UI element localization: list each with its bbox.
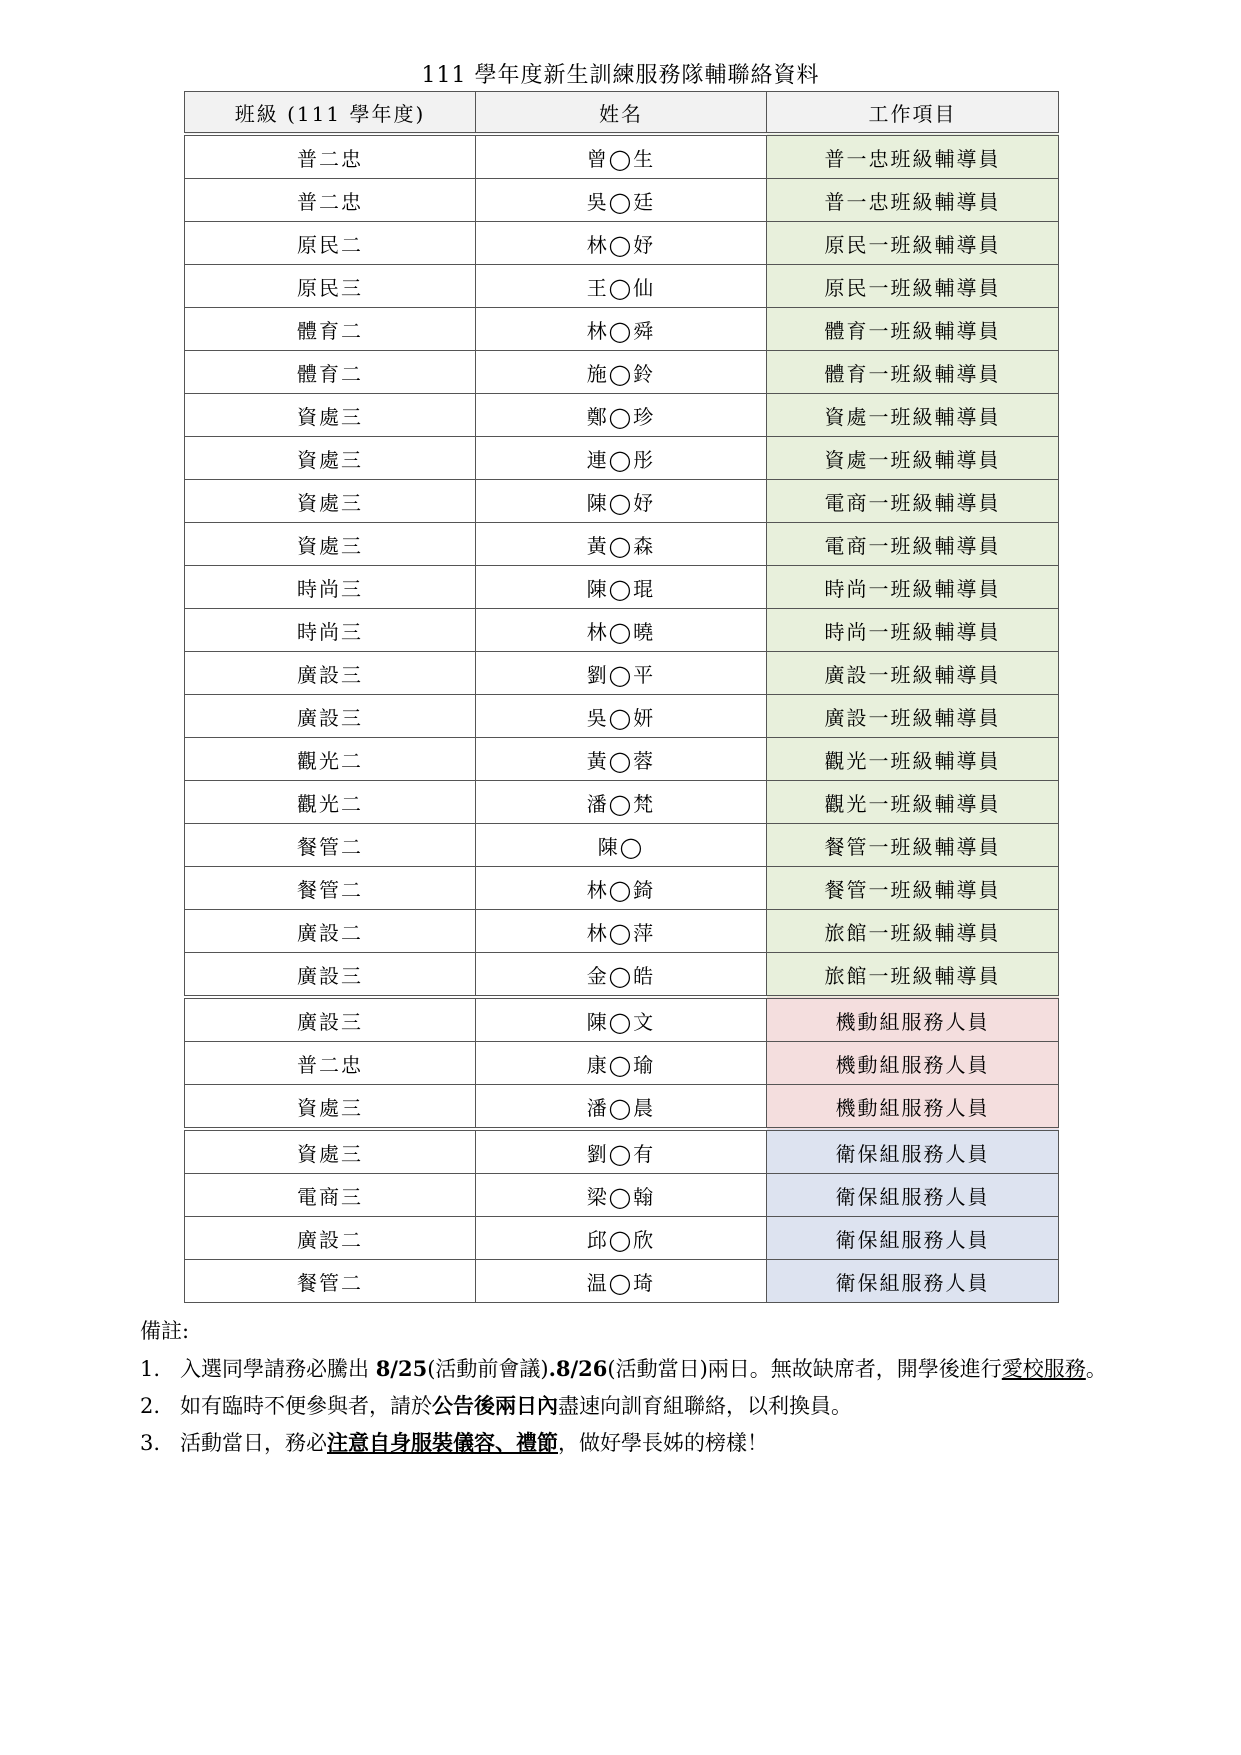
cell-class: 時尚三	[185, 609, 476, 652]
cell-class: 資處三	[185, 480, 476, 523]
table-row	[185, 566, 1059, 609]
note-text: 愛校服務	[1001, 1357, 1086, 1381]
cell-class: 廣設二	[185, 1217, 476, 1260]
note-text-run: 盡速向訓育組聯絡，以利換員。	[558, 1394, 852, 1418]
table-row	[185, 480, 1059, 523]
cell-name: 鄭◯珍	[476, 394, 767, 437]
cell-class: 資處三	[185, 1085, 476, 1130]
cell-name: 潘◯梵	[476, 781, 767, 824]
note-text-run: 活動當日，務必	[180, 1431, 327, 1455]
table-row	[185, 179, 1059, 222]
cell-name: 陳◯妤	[476, 480, 767, 523]
table-row	[185, 781, 1059, 824]
cell-job: 原民一班級輔導員	[767, 222, 1059, 265]
cell-name: 黃◯森	[476, 523, 767, 566]
cell-name: 邱◯欣	[476, 1217, 767, 1260]
cell-class: 體育二	[185, 308, 476, 351]
cell-name: 林◯曉	[476, 609, 767, 652]
table-row	[185, 997, 1059, 1042]
cell-class: 資處三	[185, 437, 476, 480]
cell-job: 原民一班級輔導員	[767, 265, 1059, 308]
cell-class: 餐管二	[185, 867, 476, 910]
cell-job: 衛保組服務人員	[767, 1174, 1059, 1217]
note-text-run	[376, 1357, 428, 1381]
cell-class: 普二忠	[185, 1042, 476, 1085]
cell-job: 普一忠班級輔導員	[767, 179, 1059, 222]
note-text-run: 如有臨時不便參與者，請於	[180, 1394, 432, 1418]
cell-name: 王◯仙	[476, 265, 767, 308]
cell-name: 林◯妤	[476, 222, 767, 265]
table-row	[185, 134, 1059, 179]
notes-list	[140, 1351, 1210, 1461]
note-text-run: 。	[1085, 1357, 1107, 1381]
note-text-run	[549, 1357, 608, 1381]
cell-name: 劉◯平	[476, 652, 767, 695]
cell-class: 資處三	[185, 523, 476, 566]
cell-class: 體育二	[185, 351, 476, 394]
cell-job: 旅館一班級輔導員	[767, 910, 1059, 953]
cell-class: 餐管二	[185, 824, 476, 867]
cell-name: 劉◯有	[476, 1129, 767, 1174]
note-text-run	[432, 1394, 558, 1418]
note-text-run	[327, 1431, 558, 1455]
cell-name: 吳◯妍	[476, 695, 767, 738]
table-row	[185, 1129, 1059, 1174]
cell-class: 廣設二	[185, 910, 476, 953]
cell-class: 廣設三	[185, 997, 476, 1042]
table-row	[185, 351, 1059, 394]
roster-group-job-mobile	[185, 997, 1059, 1129]
note-text: 8/25	[375, 1356, 428, 1381]
cell-job: 資處一班級輔導員	[767, 394, 1059, 437]
table-row	[185, 1260, 1059, 1303]
note-item	[140, 1425, 1210, 1461]
table-row	[185, 523, 1059, 566]
table-row	[185, 609, 1059, 652]
cell-name: 林◯萍	[476, 910, 767, 953]
cell-job: 機動組服務人員	[767, 997, 1059, 1042]
cell-name: 温◯琦	[476, 1260, 767, 1303]
note-text: 注意自身服裝儀容、禮節	[327, 1430, 558, 1455]
cell-job: 時尚一班級輔導員	[767, 566, 1059, 609]
cell-name: 連◯彤	[476, 437, 767, 480]
table-header-row	[185, 92, 1059, 135]
cell-job: 餐管一班級輔導員	[767, 867, 1059, 910]
cell-name: 林◯錡	[476, 867, 767, 910]
cell-class: 資處三	[185, 1129, 476, 1174]
cell-class: 原民二	[185, 222, 476, 265]
cell-name: 林◯舜	[476, 308, 767, 351]
cell-job: 電商一班級輔導員	[767, 480, 1059, 523]
cell-class: 資處三	[185, 394, 476, 437]
note-item	[140, 1388, 1210, 1424]
table-row	[185, 1174, 1059, 1217]
note-item	[140, 1351, 1210, 1387]
cell-name: 康◯瑜	[476, 1042, 767, 1085]
cell-job: 廣設一班級輔導員	[767, 695, 1059, 738]
cell-class: 觀光二	[185, 781, 476, 824]
cell-job: 餐管一班級輔導員	[767, 824, 1059, 867]
cell-job: 機動組服務人員	[767, 1042, 1059, 1085]
table-row	[185, 308, 1059, 351]
header-job: 工作項目	[767, 92, 1059, 135]
notes-heading: 備註:	[140, 1319, 190, 1343]
note-text: .8/26	[548, 1356, 608, 1381]
cell-class: 餐管二	[185, 1260, 476, 1303]
cell-job: 電商一班級輔導員	[767, 523, 1059, 566]
table-row	[185, 394, 1059, 437]
roster-group-job-guide	[185, 134, 1059, 997]
cell-job: 旅館一班級輔導員	[767, 953, 1059, 998]
cell-job: 普一忠班級輔導員	[767, 134, 1059, 179]
note-text-run	[1002, 1357, 1086, 1381]
cell-class: 原民三	[185, 265, 476, 308]
cell-class: 廣設三	[185, 652, 476, 695]
cell-class: 廣設三	[185, 953, 476, 998]
cell-class: 時尚三	[185, 566, 476, 609]
table-row	[185, 695, 1059, 738]
table-row	[185, 652, 1059, 695]
cell-job: 體育一班級輔導員	[767, 351, 1059, 394]
note-text-run: (活動當日)兩日。無故缺席者，開學後進行	[607, 1357, 1002, 1381]
header-name: 姓名	[476, 92, 767, 135]
cell-name: 施◯鈴	[476, 351, 767, 394]
cell-job: 衛保組服務人員	[767, 1260, 1059, 1303]
cell-name: 陳◯文	[476, 997, 767, 1042]
note-number: 2.	[140, 1394, 161, 1418]
cell-name: 陳◯	[476, 824, 767, 867]
note-number: 1.	[140, 1357, 161, 1381]
table-row	[185, 1042, 1059, 1085]
document-title: 111 學年度新生訓練服務隊輔聯絡資料	[421, 63, 820, 88]
table-row	[185, 437, 1059, 480]
table-row	[185, 867, 1059, 910]
cell-job: 機動組服務人員	[767, 1085, 1059, 1130]
cell-class: 普二忠	[185, 134, 476, 179]
cell-name: 黃◯蓉	[476, 738, 767, 781]
cell-job: 資處一班級輔導員	[767, 437, 1059, 480]
cell-job: 觀光一班級輔導員	[767, 738, 1059, 781]
cell-class: 廣設三	[185, 695, 476, 738]
table-row	[185, 222, 1059, 265]
cell-class: 電商三	[185, 1174, 476, 1217]
cell-name: 梁◯翰	[476, 1174, 767, 1217]
note-text-run: 入選同學請務必騰出	[180, 1357, 376, 1381]
table-row	[185, 1217, 1059, 1260]
cell-job: 觀光一班級輔導員	[767, 781, 1059, 824]
cell-name: 曾◯生	[476, 134, 767, 179]
cell-job: 衛保組服務人員	[767, 1129, 1059, 1174]
table-row	[185, 824, 1059, 867]
volunteer-roster-table	[184, 91, 1059, 1303]
cell-job: 時尚一班級輔導員	[767, 609, 1059, 652]
note-number: 3.	[140, 1431, 161, 1455]
cell-name: 吳◯廷	[476, 179, 767, 222]
cell-job: 衛保組服務人員	[767, 1217, 1059, 1260]
roster-group-job-health	[185, 1129, 1059, 1303]
notes-section	[140, 1313, 1210, 1462]
cell-name: 金◯皓	[476, 953, 767, 998]
table-row	[185, 953, 1059, 998]
cell-class: 普二忠	[185, 179, 476, 222]
header-class: 班級 (111 學年度)	[185, 92, 476, 135]
table-row	[185, 910, 1059, 953]
table-row	[185, 1085, 1059, 1130]
table-row	[185, 265, 1059, 308]
note-text: 公告後兩日內	[432, 1393, 558, 1418]
note-text-run: ，做好學長姊的榜樣！	[558, 1431, 768, 1455]
cell-name: 陳◯琨	[476, 566, 767, 609]
cell-class: 觀光二	[185, 738, 476, 781]
cell-name: 潘◯晨	[476, 1085, 767, 1130]
table-row	[185, 738, 1059, 781]
cell-job: 體育一班級輔導員	[767, 308, 1059, 351]
note-text-run: (活動前會議)	[427, 1357, 549, 1381]
cell-job: 廣設一班級輔導員	[767, 652, 1059, 695]
